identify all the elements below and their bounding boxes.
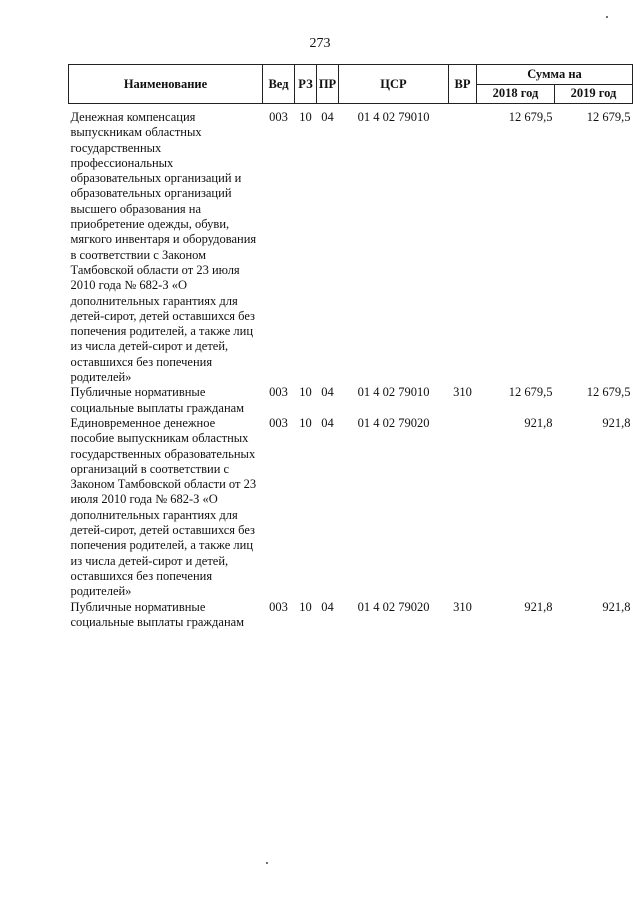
row-csr: 01 4 02 79010 [357,385,430,400]
row-sum-2018: 921,8 [524,599,553,614]
table-row [69,385,633,416]
header-year-2018: 2018 год [477,84,555,104]
row-name: Единовременное денежное пособие выпускникам областных государственных образовательных организаций в соответствии с Законом Тамбовской области от 23 июля 2010 года № 682-З «О дополнительных гарантиях для детей-сирот, детей оставшихся без попечения родителей, а также лиц из числа детей-сирот и детей, оставшихся без попечения родителей» [70,415,257,599]
row-name: Публичные нормативные социальные выплаты гражданам [70,599,245,629]
header-pr: ПР [317,65,339,104]
row-pr: 04 [321,110,334,124]
page-number: 273 [309,36,331,51]
row-pr: 04 [321,385,334,400]
row-vr: 310 [453,385,472,400]
header-ved: Вед [263,65,295,104]
scan-speck [266,862,268,864]
row-rz: 10 [299,599,312,614]
row-pr: 04 [321,415,334,430]
row-ved: 003 [269,385,288,400]
row-sum-2018: 12 679,5 [508,385,553,400]
row-vr [449,416,477,600]
scan-speck [606,16,608,18]
row-sum-2019: 921,8 [602,599,631,614]
row-ved: 003 [269,110,288,124]
header-csr: ЦСР [339,65,449,104]
row-name: Денежная компенсация выпускникам областных государственных профессиональных образовательных организаций и образовательных организаций высшего образования на приобретение одежды, обуви, мягкого инвентаря и оборудования в соответствии с Законом Тамбовской области от 23 июля 2010 года № 682-З «О дополнительных гарантиях для детей-сирот, детей оставшихся без попечения родителей, а также лиц из числа детей-сирот и детей, оставшихся без попечения родителей» [70,110,257,385]
row-rz: 10 [299,415,312,430]
row-ved: 003 [269,415,288,430]
row-vr: 310 [453,599,472,614]
row-csr: 01 4 02 79020 [357,415,430,430]
budget-table [68,64,633,630]
row-sum-2019: 12 679,5 [586,110,631,124]
row-sum-2018: 12 679,5 [508,110,553,124]
header-vr: ВР [449,65,477,104]
table-header [69,65,633,104]
row-ved: 003 [269,599,288,614]
header-year-2019: 2019 год [555,84,633,104]
row-sum-2019: 921,8 [602,415,631,430]
table-row [69,110,633,385]
header-sum-on: Сумма на [477,65,633,85]
row-rz: 10 [299,110,312,124]
row-name: Публичные нормативные социальные выплаты гражданам [70,385,245,415]
row-vr [449,110,477,385]
row-csr: 01 4 02 79010 [357,110,430,124]
row-csr: 01 4 02 79020 [357,599,430,614]
header-name: Наименование [69,65,263,104]
row-sum-2019: 12 679,5 [586,385,631,400]
table-row [69,600,633,631]
row-rz: 10 [299,385,312,400]
table-row [69,416,633,600]
row-sum-2018: 921,8 [524,415,553,430]
header-rz: РЗ [295,65,317,104]
row-pr: 04 [321,599,334,614]
